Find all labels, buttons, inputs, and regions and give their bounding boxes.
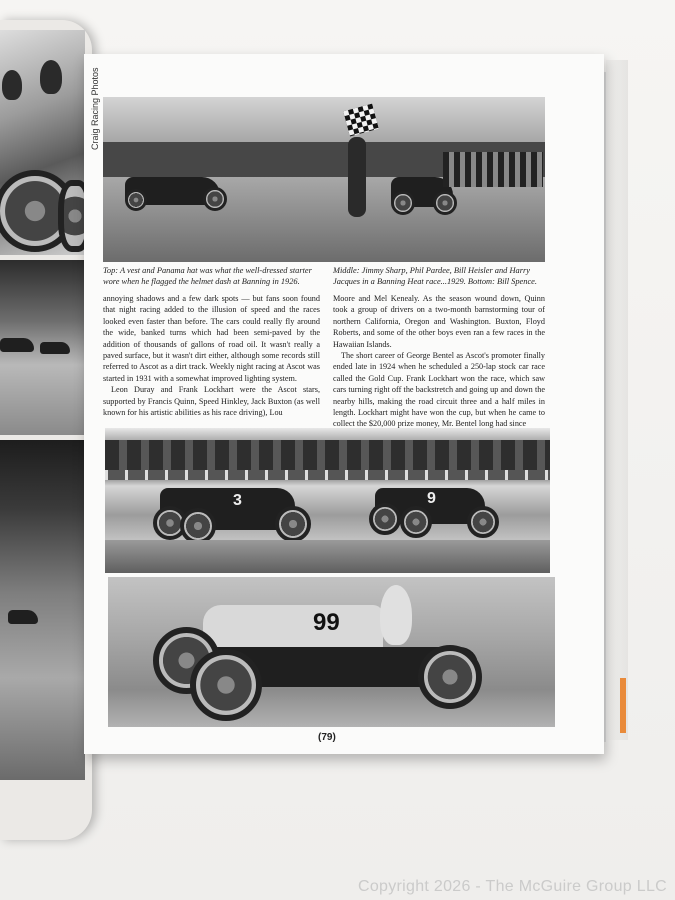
side-label: Craig Racing Photos [90, 67, 100, 150]
left-page [0, 20, 92, 840]
cover-stripe-bottom [620, 678, 626, 733]
photo-bottom [108, 577, 555, 727]
text-column-1 [103, 293, 320, 418]
car-number: 9 [427, 490, 436, 507]
photo-middle [105, 428, 550, 573]
photo-top [103, 97, 545, 262]
car-number: 3 [233, 492, 242, 509]
caption-left: Top: A vest and Panama hat was what the well-dressed starter wore when he flagged the helmet dash at Banning in 1926. [103, 266, 312, 286]
left-photo-bottom [0, 440, 85, 780]
page-number: (79) [318, 732, 336, 743]
car-number: 99 [313, 609, 340, 636]
paragraph: The short career of George Bentel as Ascot's promoter finally ended late in 1924 when he scheduled a 250-lap stock car race called the Gold Cup. Frank Lockhart won the race, which saw cars turning right off the backstretch and going up and down the nearby hills, making the road circuit three and a half miles in length. Lockhart might have won the cup, but when he came to collect the $20,000 prize money, Mr. Bentel long had since [333, 351, 545, 429]
left-photo-top [0, 30, 85, 255]
copyright-watermark: Copyright 2026 - The McGuire Group LLC [357, 878, 667, 895]
caption-right: Middle: Jimmy Sharp, Phil Pardee, Bill Heisler and Harry Jacques in a Banning Heat race...1929. Bottom: Bill Spence. [333, 266, 537, 286]
left-photo-middle [0, 260, 85, 435]
page-edge [606, 60, 628, 740]
paragraph: annoying shadows and a few dark spots — but fans soon found that night racing added to the illusion of speed and the races looked even faster than before. The cars could really fly around the wide, banked turns which had been semi-paved by the addition of thousands of gallons of road oil. It wasn't really a paved surface, but it wasn't dirt either, although some records still referred to Ascot as a dirt track. Weekly night racing at Ascot was started in 1931 with a somewhat improved lighting system. [103, 294, 320, 383]
text-column-2 [333, 293, 545, 430]
paragraph: Leon Duray and Frank Lockhart were the Ascot stars, supported by Francis Quinn, Speed Hinkley, Jack Buxton (as well known for his artistic abilities as his race driving), Lou [103, 385, 320, 418]
paragraph: Moore and Mel Kenealy. As the season wound down, Quinn took a group of drivers on a two-month barnstorming tour of northern California, Oregon and Washington. Buxton, Floyd Roberts, and some of the other boys even ran a few races in the Hawaiian Islands. [333, 294, 545, 349]
